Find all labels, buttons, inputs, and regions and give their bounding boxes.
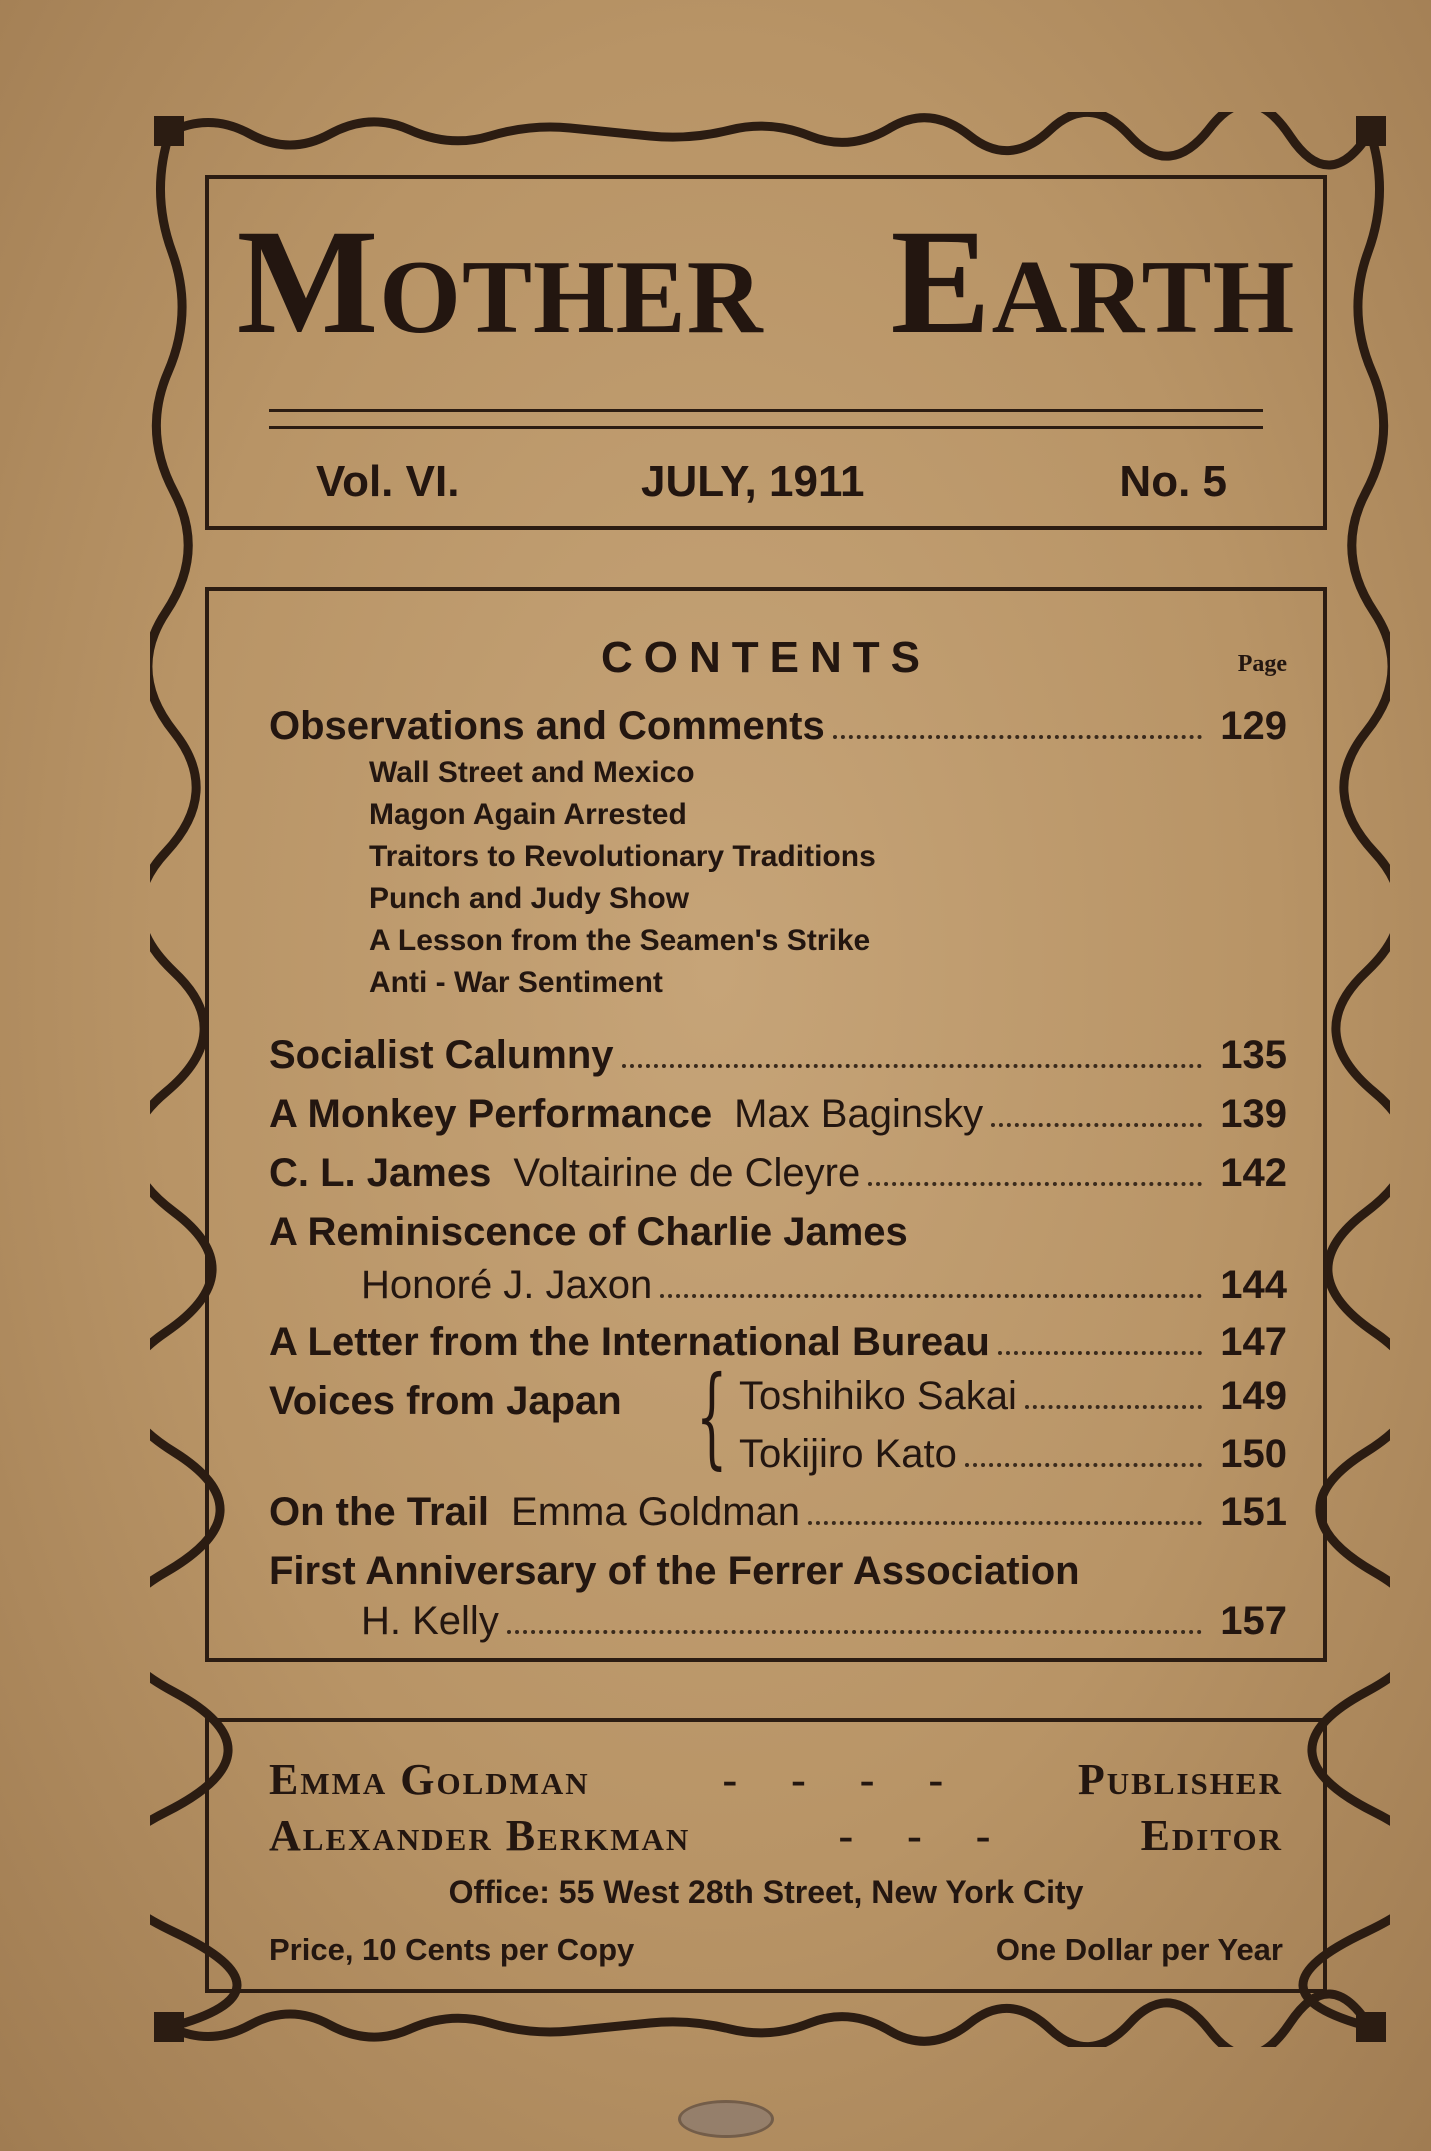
library-stamp <box>678 2100 774 2138</box>
dot-leader <box>808 1521 1202 1525</box>
editor-role: Editor <box>1140 1811 1283 1860</box>
toc-page: 147 <box>1220 1320 1287 1364</box>
dot-leader <box>1025 1405 1202 1409</box>
toc-author: Emma Goldman <box>511 1490 801 1534</box>
toc-title: Socialist Calumny <box>269 1033 614 1077</box>
toc-author: Toshihiko Sakai <box>739 1374 1017 1418</box>
toc-entry-sakai <box>739 1359 1287 1419</box>
magazine-title <box>209 199 1323 365</box>
dash-separator: - - - <box>838 1811 993 1860</box>
toc-title: A Letter from the International Bureau <box>269 1320 990 1364</box>
toc-author: Tokijiro Kato <box>739 1432 957 1476</box>
issue-date: JULY, 1911 <box>641 457 865 506</box>
page-column-header: Page <box>1237 651 1287 677</box>
toc-title: First Anniversary of the Ferrer Association <box>269 1549 1080 1593</box>
contents-box <box>205 587 1327 1662</box>
toc-page: 129 <box>1220 704 1287 748</box>
toc-entry-letter <box>269 1305 1287 1365</box>
toc-entry-socialist <box>269 1018 1287 1078</box>
title-word-earth: Earth <box>890 199 1296 365</box>
issue-number: No. 5 <box>1119 457 1227 506</box>
publisher-row <box>269 1754 1283 1805</box>
price-row <box>269 1932 1283 1968</box>
double-rule <box>269 409 1263 429</box>
toc-title: A Monkey Performance <box>269 1092 713 1136</box>
dot-leader <box>868 1182 1202 1186</box>
toc-page: 157 <box>1220 1599 1287 1643</box>
toc-author: H. Kelly <box>361 1599 499 1643</box>
toc-entry-trail <box>269 1475 1287 1535</box>
dot-leader <box>998 1351 1202 1355</box>
toc-page: 135 <box>1220 1033 1287 1077</box>
subtopic: A Lesson from the Seamen's Strike <box>369 924 871 957</box>
subtopic: Wall Street and Mexico <box>369 756 695 789</box>
dot-leader <box>965 1463 1202 1467</box>
toc-page: 142 <box>1220 1151 1287 1195</box>
publisher-box <box>205 1718 1327 1993</box>
publisher-name: Emma Goldman <box>269 1755 590 1804</box>
toc-entry-monkey <box>269 1077 1287 1137</box>
dot-leader <box>833 735 1203 739</box>
masthead-box <box>205 175 1327 530</box>
toc-author: Voltairine de Cleyre <box>513 1151 861 1195</box>
title-word-mother: Mother <box>236 199 764 365</box>
toc-title: On the Trail <box>269 1490 490 1534</box>
subtopic: Magon Again Arrested <box>369 798 687 831</box>
toc-entry-reminiscence-author <box>361 1248 1287 1308</box>
dot-leader <box>507 1630 1202 1634</box>
price-per-year: One Dollar per Year <box>995 1932 1283 1967</box>
toc-author: Honoré J. Jaxon <box>361 1263 653 1307</box>
dot-leader <box>991 1123 1202 1127</box>
subtopic: Traitors to Revolutionary Traditions <box>369 840 876 873</box>
contents-heading: CONTENTS <box>601 633 931 682</box>
toc-entry-kato <box>739 1417 1287 1477</box>
dash-separator: - - - - <box>722 1755 946 1804</box>
toc-title: Observations and Comments <box>269 704 825 748</box>
toc-entry-ferrer-author <box>361 1584 1287 1644</box>
brace-glyph: { <box>696 1352 728 1480</box>
toc-page: 149 <box>1220 1374 1287 1418</box>
toc-entry-james <box>269 1136 1287 1196</box>
editor-row <box>269 1810 1283 1861</box>
volume-label: Vol. VI. <box>316 457 460 506</box>
subtopic: Punch and Judy Show <box>369 882 690 915</box>
toc-page: 151 <box>1220 1490 1287 1534</box>
toc-page: 144 <box>1220 1263 1287 1307</box>
toc-entry-observations <box>269 689 1287 749</box>
office-address: Office: 55 West 28th Street, New York City <box>448 1874 1084 1910</box>
toc-title: A Reminiscence of Charlie James <box>269 1210 908 1254</box>
toc-author: Max Baginsky <box>734 1092 984 1136</box>
toc-title: C. L. James <box>269 1151 492 1195</box>
toc-page: 139 <box>1220 1092 1287 1136</box>
subtopic: Anti - War Sentiment <box>369 966 663 999</box>
toc-title-japan: Voices from Japan <box>269 1379 622 1423</box>
publisher-role: Publisher <box>1077 1755 1283 1804</box>
toc-entry-reminiscence-title <box>269 1195 1287 1255</box>
editor-name: Alexander Berkman <box>269 1811 691 1860</box>
dot-leader <box>622 1064 1203 1068</box>
price-per-copy: Price, 10 Cents per Copy <box>269 1932 635 1967</box>
dot-leader <box>660 1294 1202 1298</box>
toc-page: 150 <box>1220 1432 1287 1476</box>
